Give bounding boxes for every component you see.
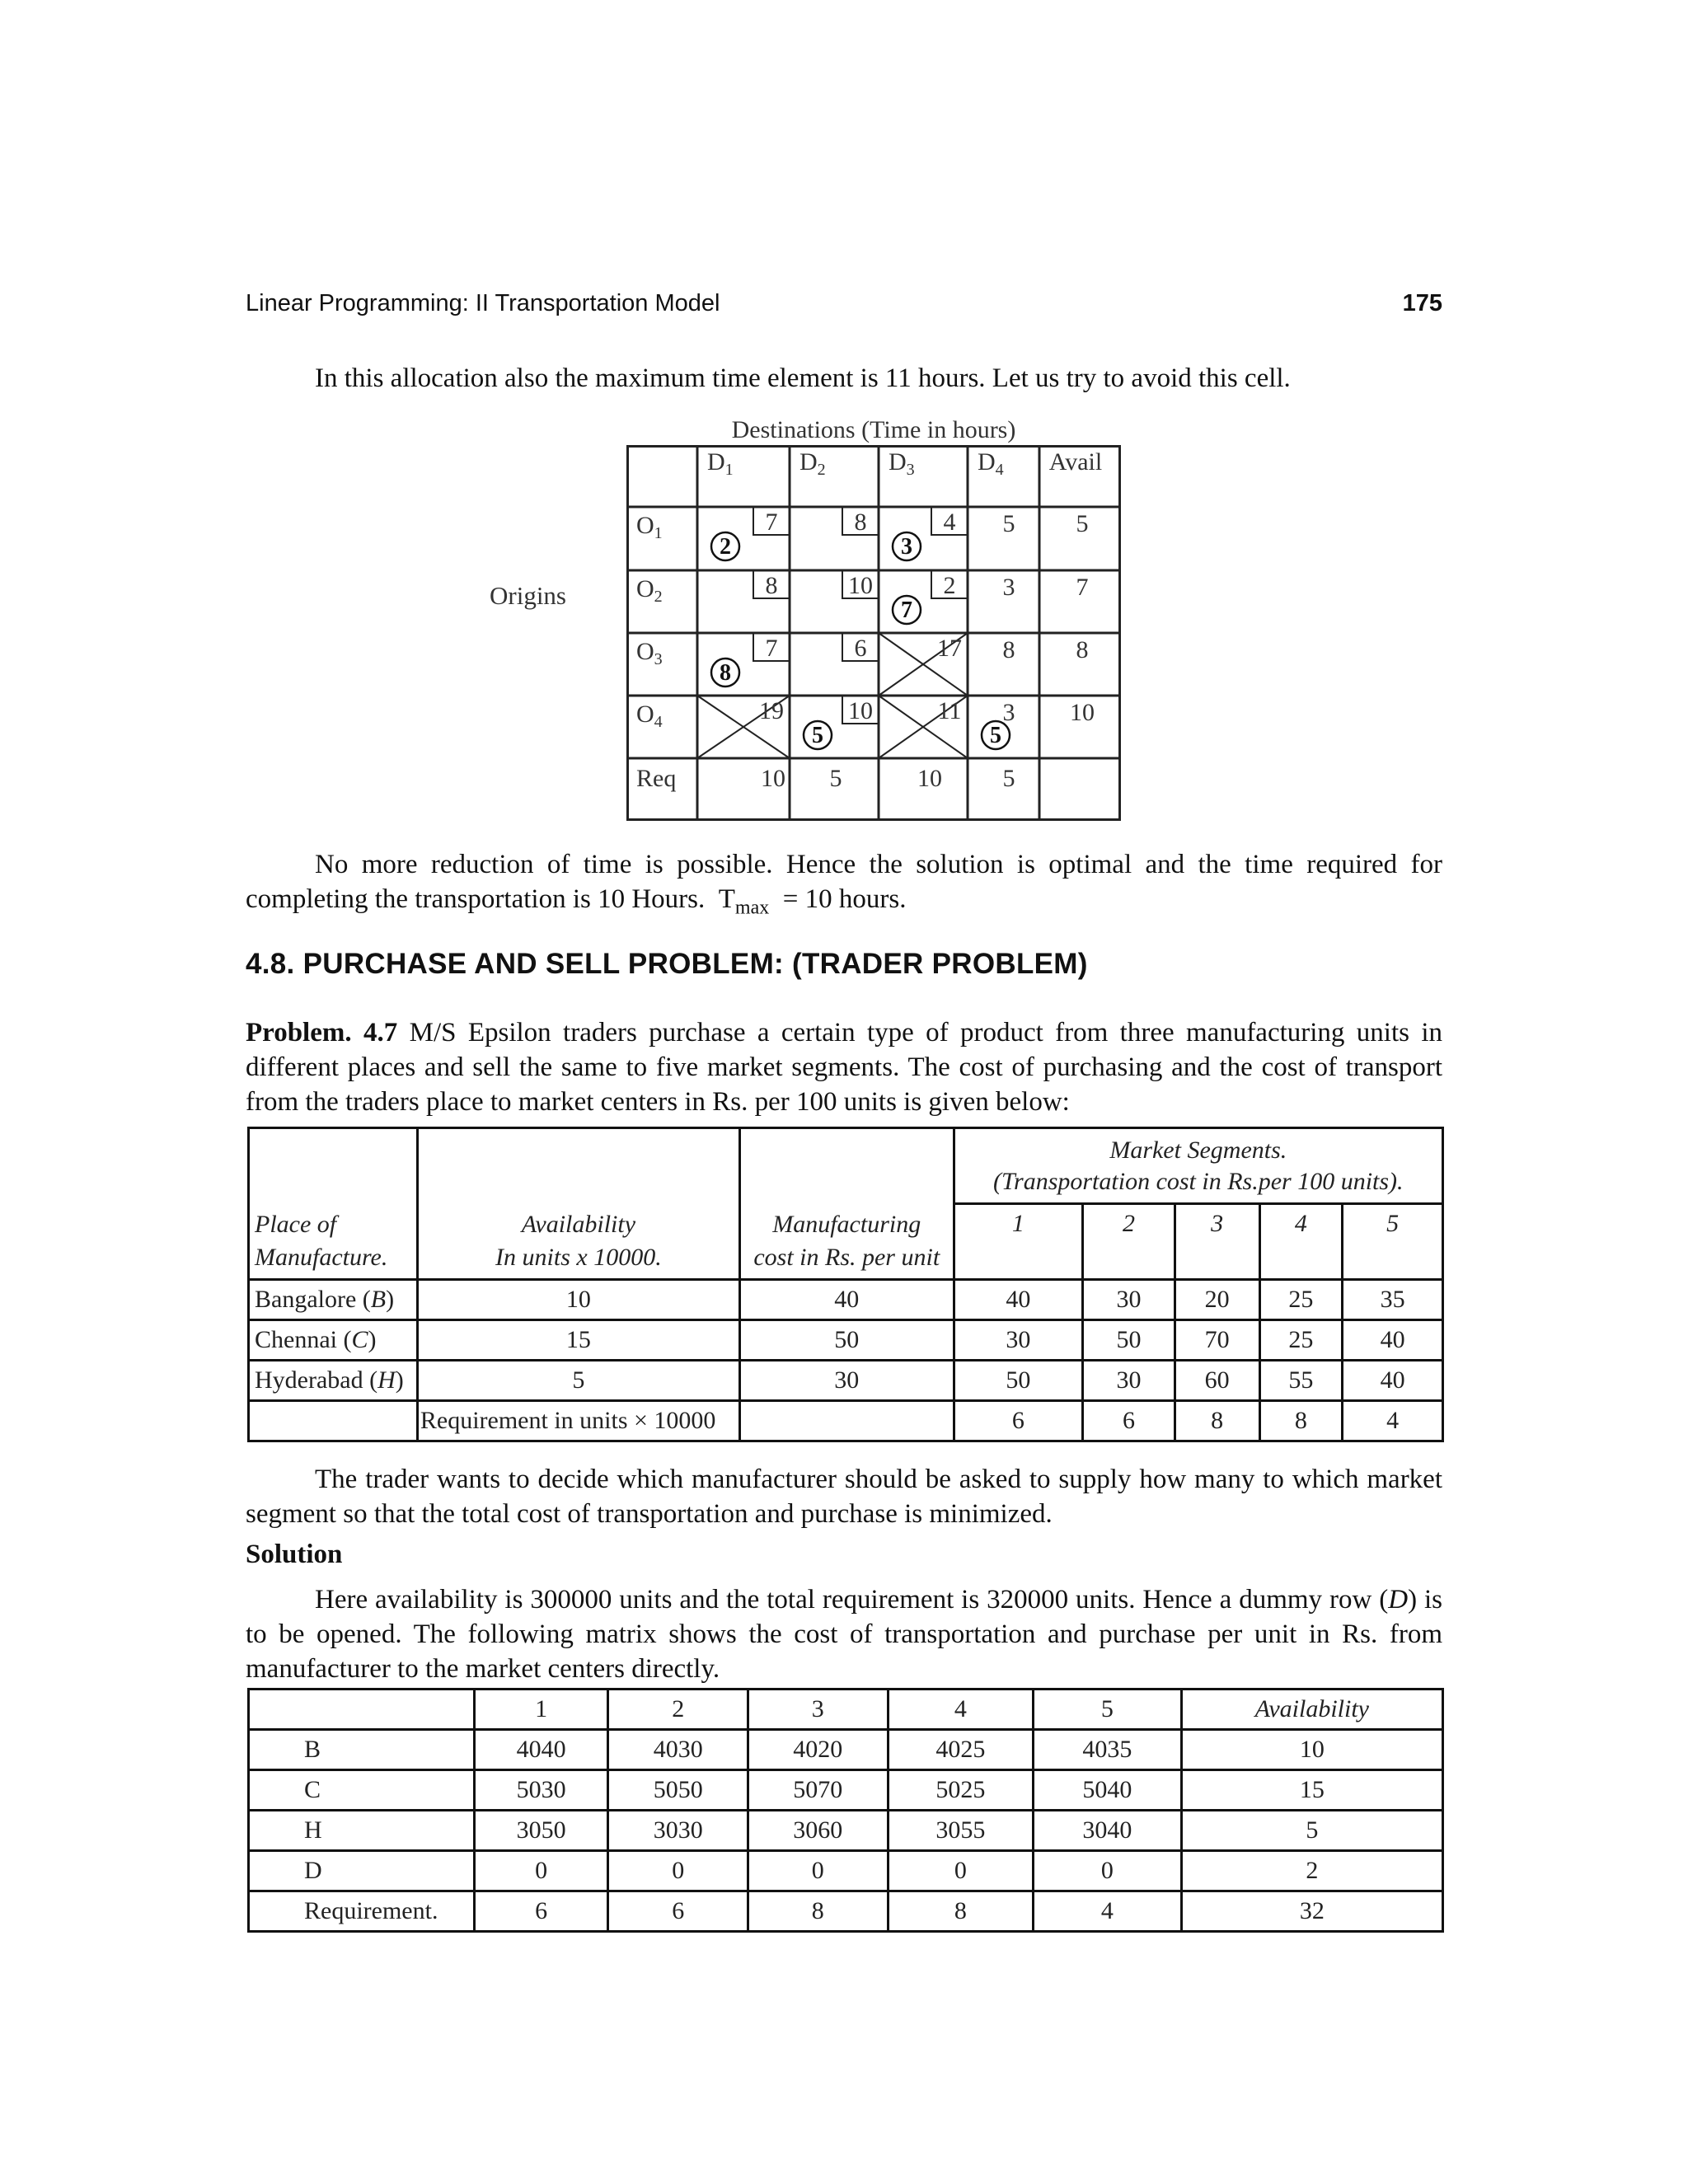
column-header: 1	[474, 1690, 608, 1730]
value-cell: 3050	[474, 1811, 608, 1851]
cost-cell: 25	[1259, 1320, 1343, 1361]
origin-label: $O_1$	[636, 512, 663, 542]
req-label: Req	[636, 765, 677, 792]
requirement-value: 10	[761, 765, 785, 792]
requirement-label: Requirement in units × 10000	[417, 1401, 739, 1441]
destination-header: $D_4$	[978, 448, 1004, 479]
requirement-label: Requirement.	[249, 1891, 475, 1932]
time-table	[626, 445, 1121, 824]
page-header	[246, 290, 1442, 323]
place-cell: Chennai (C)	[249, 1320, 418, 1361]
header-place: Place of Manufacture.	[249, 1128, 418, 1280]
time-value: 5	[1002, 510, 1015, 537]
value-cell: 5040	[1034, 1770, 1182, 1811]
table-row	[249, 1811, 1443, 1851]
requirement-cell: 6	[474, 1891, 608, 1932]
value-cell: 4040	[474, 1730, 608, 1770]
problem-label: Problem. 4.7	[246, 1018, 398, 1047]
availability-cell: 5	[1181, 1811, 1442, 1851]
column-header: 2	[608, 1690, 748, 1730]
availability-cell: 5	[417, 1361, 739, 1401]
manufacturer-cost-table	[247, 1127, 1444, 1442]
solution-paragraph: Here availability is 300000 units and the total requirement is 320000 units. Hence a dummy row (D) is to be opened. The following matrix shows the cost of transportation and purchase per unit in Rs. from manufacturer to the market centers directly.	[246, 1585, 1442, 1684]
requirement-cell: 6	[954, 1401, 1083, 1441]
place-cell: Bangalore (B)	[249, 1280, 418, 1320]
after-table-paragraph: The trader wants to decide which manufacturer should be asked to supply how many to which market segment so that the total cost of transportation and purchase is minimized.	[246, 1465, 1442, 1529]
cost-cell: 40	[1343, 1361, 1443, 1401]
time-value: 2	[943, 572, 956, 599]
cost-cell: 70	[1175, 1320, 1259, 1361]
value-cell: 0	[1034, 1851, 1182, 1891]
destination-header: $D_2$	[799, 448, 826, 479]
time-value: 7	[765, 509, 778, 536]
requirement-value: 5	[1002, 765, 1015, 792]
value-cell: 5070	[748, 1770, 889, 1811]
requirement-value: 10	[917, 765, 942, 792]
value-cell: 0	[474, 1851, 608, 1891]
value-cell: 5030	[474, 1770, 608, 1811]
mfg-cost-cell: 30	[739, 1361, 954, 1401]
availability-value: 8	[1076, 636, 1089, 663]
cost-cell: 35	[1343, 1280, 1443, 1320]
origin-label: $O_3$	[636, 638, 663, 668]
segment-header: 1	[954, 1204, 1083, 1280]
value-cell: 4030	[608, 1730, 748, 1770]
row-label: C	[249, 1770, 475, 1811]
header-mfg-cost: Manufacturing cost in Rs. per unit	[739, 1128, 954, 1280]
value-cell: 0	[608, 1851, 748, 1891]
time-value: 10	[848, 697, 873, 724]
requirement-cell: 8	[748, 1891, 889, 1932]
conclusion-paragraph: No more reduction of time is possible. Hence the solution is optimal and the time required for completing the transportation is 10 Hours. $T_{max} = 10$ hours.	[246, 850, 1442, 919]
availability-value: 7	[1076, 574, 1089, 601]
table-row	[249, 1320, 1443, 1361]
place-cell: Hyderabad (H)	[249, 1361, 418, 1401]
value-cell: 4035	[1034, 1730, 1182, 1770]
time-value: 11	[937, 697, 962, 724]
requirement-row	[249, 1891, 1443, 1932]
allocation-value: 2	[720, 534, 731, 560]
segment-header: 2	[1083, 1204, 1175, 1280]
requirement-value: 5	[829, 765, 842, 792]
value-cell: 4025	[888, 1730, 1034, 1770]
value-cell: 3055	[888, 1811, 1034, 1851]
time-value: 8	[854, 509, 867, 536]
time-value: 3	[1002, 574, 1015, 601]
availability-cell: 15	[1181, 1770, 1442, 1811]
row-label: H	[249, 1811, 475, 1851]
time-value: 4	[943, 509, 956, 536]
avail-header: Avail	[1048, 448, 1103, 476]
time-value: 3	[1002, 699, 1015, 726]
cost-cell: 40	[1343, 1320, 1443, 1361]
value-cell: 0	[748, 1851, 889, 1891]
column-header: 3	[748, 1690, 889, 1730]
requirement-total: 32	[1181, 1891, 1442, 1932]
problem-paragraph	[246, 1015, 1442, 1119]
value-cell: 0	[888, 1851, 1034, 1891]
time-value: 6	[854, 635, 867, 662]
table-row	[249, 1770, 1443, 1811]
chapter-title: Linear Programming: II Transportation Model	[246, 290, 720, 316]
origin-label: $O_4$	[636, 701, 663, 731]
requirement-row	[249, 1401, 1443, 1441]
allocation-value: 7	[901, 598, 912, 623]
requirement-cell: 8	[1175, 1401, 1259, 1441]
requirement-cell: 4	[1034, 1891, 1182, 1932]
availability-cell: 10	[1181, 1730, 1442, 1770]
requirement-cell: 6	[608, 1891, 748, 1932]
time-value: 7	[765, 635, 778, 662]
solution-heading: Solution	[246, 1540, 343, 1569]
availability-cell: 2	[1181, 1851, 1442, 1891]
time-value: 17	[937, 635, 962, 662]
time-value: 8	[1002, 636, 1015, 663]
table-row	[249, 1851, 1443, 1891]
column-header: 4	[888, 1690, 1034, 1730]
availability-cell: 10	[417, 1280, 739, 1320]
time-value: 10	[848, 572, 873, 599]
cost-cell: 30	[1083, 1280, 1175, 1320]
time-table-caption: Destinations (Time in hours)	[731, 416, 1016, 443]
column-header: 5	[1034, 1690, 1182, 1730]
tmax-subscript: max	[734, 897, 770, 919]
allocation-value: 3	[901, 534, 912, 560]
value-cell: 5050	[608, 1770, 748, 1811]
cost-cell: 50	[1083, 1320, 1175, 1361]
page-number: 175	[1402, 290, 1442, 316]
value-cell: 3040	[1034, 1811, 1182, 1851]
value-cell: 3030	[608, 1811, 748, 1851]
availability-header: Availability	[1181, 1690, 1442, 1730]
cost-cell: 25	[1259, 1280, 1343, 1320]
time-value: 8	[765, 572, 778, 599]
header-availability: Availability In units x 10000.	[417, 1128, 739, 1280]
mfg-cost-cell: 50	[739, 1320, 954, 1361]
allocation-value: 5	[812, 723, 823, 748]
problem-text: M/S Epsilon traders purchase a certain type of product from three manufacturing units in different places and sell the same to five market segments. The cost of purchasing and the cost of transport from the traders place to market centers in Rs. per 100 units is given below:	[246, 1018, 1442, 1117]
cost-cell: 40	[954, 1280, 1083, 1320]
cost-cell: 55	[1259, 1361, 1343, 1401]
table-row	[249, 1361, 1443, 1401]
destination-header: $D_1$	[707, 448, 734, 479]
availability-cell: 15	[417, 1320, 739, 1361]
section-title: 4.8. PURCHASE AND SELL PROBLEM: (TRADER PROBLEM)	[246, 948, 1088, 980]
value-cell: 4020	[748, 1730, 889, 1770]
row-label: D	[249, 1851, 475, 1891]
header-market-segments: Market Segments. (Transportation cost in Rs.per 100 units).	[954, 1128, 1442, 1204]
table-row	[249, 1280, 1443, 1320]
allocation-value: 8	[720, 660, 731, 686]
cost-cell: 20	[1175, 1280, 1259, 1320]
time-value: 19	[759, 697, 784, 724]
cost-matrix-table	[247, 1688, 1444, 1933]
requirement-cell: 6	[1083, 1401, 1175, 1441]
cost-cell: 30	[954, 1320, 1083, 1361]
requirement-cell: 8	[1259, 1401, 1343, 1441]
cost-cell: 50	[954, 1361, 1083, 1401]
intro-paragraph: In this allocation also the maximum time element is 11 hours. Let us try to avoid this cell.	[315, 363, 1291, 393]
origins-label: Origins	[490, 581, 566, 610]
availability-value: 10	[1070, 699, 1095, 726]
cost-cell: 60	[1175, 1361, 1259, 1401]
destination-header: $D_3$	[889, 448, 915, 479]
segment-header: 4	[1259, 1204, 1343, 1280]
availability-value: 5	[1076, 510, 1089, 537]
table-row	[249, 1730, 1443, 1770]
allocation-value: 5	[990, 723, 1001, 748]
mfg-cost-cell: 40	[739, 1280, 954, 1320]
tmax-value: = 10 hours.	[782, 884, 907, 914]
origin-label: $O_2$	[636, 575, 663, 606]
tmax-symbol: T	[718, 884, 735, 914]
value-cell: 5025	[888, 1770, 1034, 1811]
segment-header: 5	[1343, 1204, 1443, 1280]
row-label: B	[249, 1730, 475, 1770]
requirement-cell: 4	[1343, 1401, 1443, 1441]
segment-header: 3	[1175, 1204, 1259, 1280]
value-cell: 3060	[748, 1811, 889, 1851]
requirement-cell: 8	[888, 1891, 1034, 1932]
cost-cell: 30	[1083, 1361, 1175, 1401]
